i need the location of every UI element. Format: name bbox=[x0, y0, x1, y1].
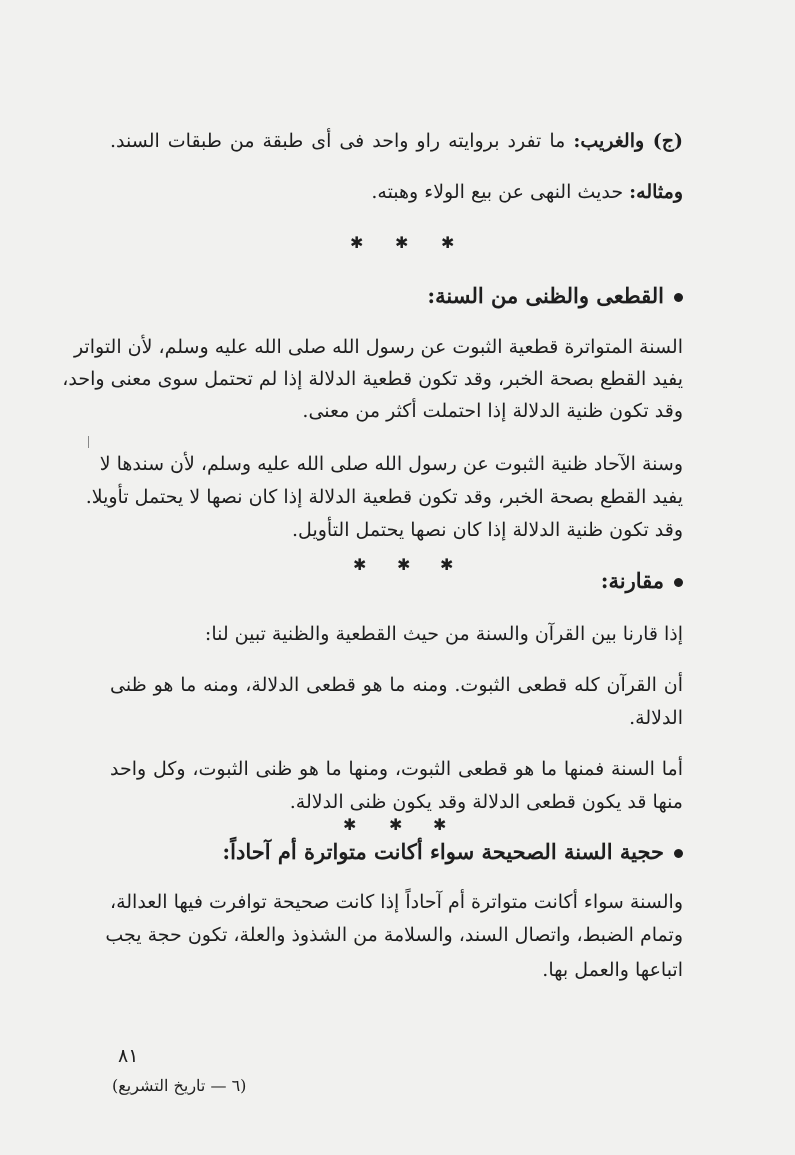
hujjiya-p1-line-3: اتباعها والعمل بها. bbox=[542, 959, 683, 981]
muqarana-p1-line-2: الدلالة. bbox=[629, 707, 683, 729]
gharib-label: (ج) والغريب: bbox=[573, 130, 683, 152]
qati-p1-line-1: السنة المتواترة قطعية الثبوت عن رسول الله صلى الله عليه وسلم، لأن التواتر bbox=[73, 336, 683, 358]
qati-p1-line-2: يفيد القطع بصحة الخبر، وقد تكون قطعية الدلالة إذا لم تحتمل سوى معنى واحد، bbox=[62, 368, 683, 390]
example-text: حديث النهى عن بيع الولاء وهبته. bbox=[371, 181, 624, 203]
bullet-icon bbox=[674, 578, 683, 587]
heading-qati-text: القطعى والظنى من السنة: bbox=[427, 283, 664, 308]
example-label: ومثاله: bbox=[629, 181, 683, 203]
hujjiya-p1-line-1: والسنة سواء أكانت متواترة أم آحاداً إذا كانت صحيحة توافرت فيها العدالة، bbox=[109, 891, 683, 913]
hujjiya-p1-line-2: وتمام الضبط، واتصال السند، والسلامة من الشذوذ والعلة، تكون حجة يجب bbox=[105, 924, 683, 946]
qati-p1-line-3: وقد تكون ظنية الدلالة إذا احتملت أكثر من معنى. bbox=[302, 400, 683, 422]
gharib-text: ما تفرد بروايته راو واحد فى أى طبقة من طبقات السند. bbox=[110, 130, 566, 152]
heading-hujjiya bbox=[222, 837, 683, 867]
page-number: ٨١ bbox=[118, 1045, 139, 1067]
heading-hujjiya-text: حجية السنة الصحيحة سواء أكانت متواترة أم آحاداً: bbox=[222, 839, 664, 864]
muqarana-p2-line-2: منها قد يكون قطعى الدلالة وقد يكون ظنى الدلالة. bbox=[289, 791, 683, 813]
qati-p2-line-1: وسنة الآحاد ظنية الثبوت عن رسول الله صلى الله عليه وسلم، لأن سندها لا bbox=[99, 453, 683, 475]
heading-muqarana bbox=[601, 566, 683, 596]
muqarana-p2-line-1: أما السنة فمنها ما هو قطعى الثبوت، ومنها ما هو ظنى الثبوت، وكل واحد bbox=[110, 758, 683, 780]
book-page: (ج) والغريب: ما تفرد بروايته راو واحد فى أى طبقة من طبقات السند. ومثاله: حديث النهى عن بيع الولاء وهبته. ✱ ✱ ✱ القطعى والظنى من السنة: السنة المتواترة قطعية الثبوت عن رسول الله صلى الله عليه وسلم، لأن التواتر يفيد القطع بصحة الخبر، وقد تكون قطعية الدلالة إذا لم تحتمل سوى معنى واحد، وقد تكون ظنية الدلالة إذا احتملت أكثر من معنى. وسنة الآحاد ظنية الثبوت عن رسول الله صلى الله عليه وسلم، لأن سندها لا يفيد القطع بصحة الخبر، وقد تكون قطعية الدلالة إذا كان نصها لا يحتمل تأويلا. وقد تكون ظنية الدلالة إذا كان نصها يحتمل التأويل. ✱ ✱ ✱ مقارنة: إذا قارنا بين القرآن والسنة من حيث القطعية والظنية تبين لنا: أن القرآن كله قطعى الثبوت. ومنه ما هو قطعى الدلالة، ومنه ما هو ظنى الدلالة. أما السنة فمنها ما هو قطعى الثبوت، ومنها ما هو ظنى الثبوت، وكل واحد منها قد يكون قطعى الدلالة وقد يكون ظنى الدلالة. ✱ ✱ ✱ حجية السنة الصحيحة سواء أكانت متواترة أم آحاداً: والسنة سواء أكانت متواترة أم آحاداً إذا كانت صحيحة توافرت فيها العدالة، وتمام الضبط، واتصال السند، والسلامة من الشذوذ والعلة، تكون حجة يجب اتباعها والعمل بها. ٨١ (٦ — تاريخ التشريع) bbox=[0, 0, 795, 1155]
heading-qati-zanni bbox=[427, 281, 683, 311]
gharib-definition bbox=[110, 126, 683, 156]
muqarana-p1-line-1: أن القرآن كله قطعى الثبوت. ومنه ما هو قطعى الدلالة، ومنه ما هو ظنى bbox=[110, 674, 683, 696]
gharib-example bbox=[371, 177, 683, 207]
bullet-icon bbox=[674, 849, 683, 858]
qati-p2-line-2: يفيد القطع بصحة الخبر، وقد تكون قطعية الدلالة إذا كان نصها لا يحتمل تأويلا. bbox=[85, 486, 683, 508]
margin-mark bbox=[88, 436, 89, 448]
bullet-icon bbox=[674, 293, 683, 302]
muqarana-intro: إذا قارنا بين القرآن والسنة من حيث القطعية والظنية تبين لنا: bbox=[204, 623, 683, 645]
chapter-reference: (٦ — تاريخ التشريع) bbox=[112, 1076, 247, 1095]
heading-muqarana-text: مقارنة: bbox=[600, 568, 664, 593]
qati-p2-line-3: وقد تكون ظنية الدلالة إذا كان نصها يحتمل التأويل. bbox=[292, 519, 683, 541]
